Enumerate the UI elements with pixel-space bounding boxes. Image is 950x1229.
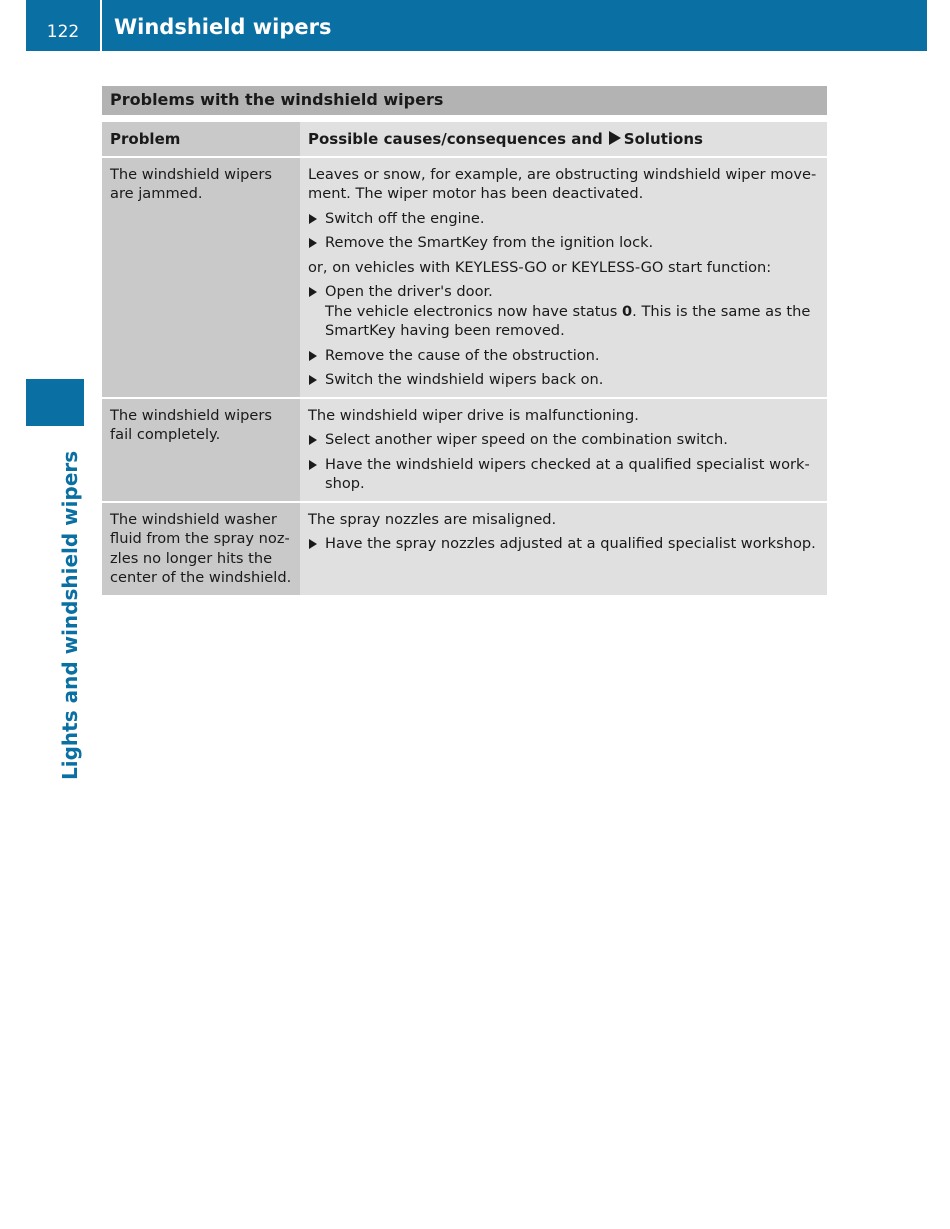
cause-text: The spray nozzles are misaligned. — [308, 510, 557, 528]
problem-cell: The windshield washer fluid from the spray noz-zles no longer hits the center of the windshield. — [102, 502, 300, 595]
solution-step — [308, 455, 819, 494]
step-text: Remove the cause of the obstruction. — [325, 346, 600, 364]
solution-step — [308, 370, 819, 390]
table-row — [102, 398, 827, 502]
chapter-side-tab: Lights and windshield wipers — [58, 450, 82, 780]
column-header-causes: Possible causes/consequences and — [308, 130, 603, 148]
bullet-arrow-icon — [308, 455, 325, 494]
header-divider — [100, 0, 102, 51]
table-row — [102, 502, 827, 595]
problem-cell: The windshield wipers are jammed. — [102, 157, 300, 398]
bullet-arrow-icon — [308, 534, 325, 554]
problems-table — [102, 122, 827, 595]
solution-step — [308, 534, 819, 554]
bullet-arrow-icon — [308, 370, 325, 390]
chapter-marker — [26, 379, 84, 426]
solution-step — [308, 209, 819, 229]
column-header-problem: Problem — [102, 122, 300, 157]
note-text: or, on vehicles with KEYLESS-GO or KEYLESS-GO start function: — [308, 258, 772, 276]
page-number: 122 — [46, 22, 80, 42]
step-text: Switch off the engine. — [325, 209, 485, 227]
bullet-arrow-icon — [308, 346, 325, 366]
section-title: Problems with the windshield wipers — [102, 86, 827, 115]
step-text: Have the spray nozzles adjusted at a qualified specialist workshop. — [325, 535, 816, 552]
bullet-arrow-icon — [308, 233, 325, 253]
solution-step — [308, 282, 819, 341]
step-detail-pre: The vehicle electronics now have status — [325, 302, 623, 320]
solution-step — [308, 233, 819, 253]
cause-text: Leaves or snow, for example, are obstructing windshield wiper move-ment. The wiper motor has been deactivated. — [308, 165, 817, 202]
solution-step — [308, 346, 819, 366]
problem-cell: The windshield wipers fail completely. — [102, 398, 300, 502]
bullet-arrow-icon — [308, 430, 325, 450]
solution-cell — [300, 502, 827, 595]
status-value: 0 — [622, 302, 633, 320]
step-title: Open the driver's door. — [325, 283, 493, 300]
page-title: Windshield wipers — [114, 15, 332, 39]
step-text: Have the windshield wipers checked at a qualified specialist work-shop. — [325, 455, 810, 492]
column-header-solutions-label: Solutions — [623, 130, 703, 148]
column-header-solutions — [300, 122, 827, 157]
table-row — [102, 157, 827, 398]
solution-cell — [300, 398, 827, 502]
step-text: Select another wiper speed on the combination switch. — [325, 431, 728, 448]
step-text — [325, 282, 819, 341]
solution-cell — [300, 157, 827, 398]
step-text: Remove the SmartKey from the ignition lock. — [325, 234, 654, 251]
bullet-arrow-icon — [308, 282, 325, 341]
cause-text: The windshield wiper drive is malfunctioning. — [308, 406, 639, 424]
solution-step — [308, 430, 819, 450]
step-text: Switch the windshield wipers back on. — [325, 371, 604, 388]
bullet-arrow-icon — [308, 209, 325, 229]
table-header-row — [102, 122, 827, 157]
triangle-arrow-icon — [609, 131, 621, 145]
step-detail-post: . This is the same as the SmartKey having been removed. — [325, 302, 811, 339]
